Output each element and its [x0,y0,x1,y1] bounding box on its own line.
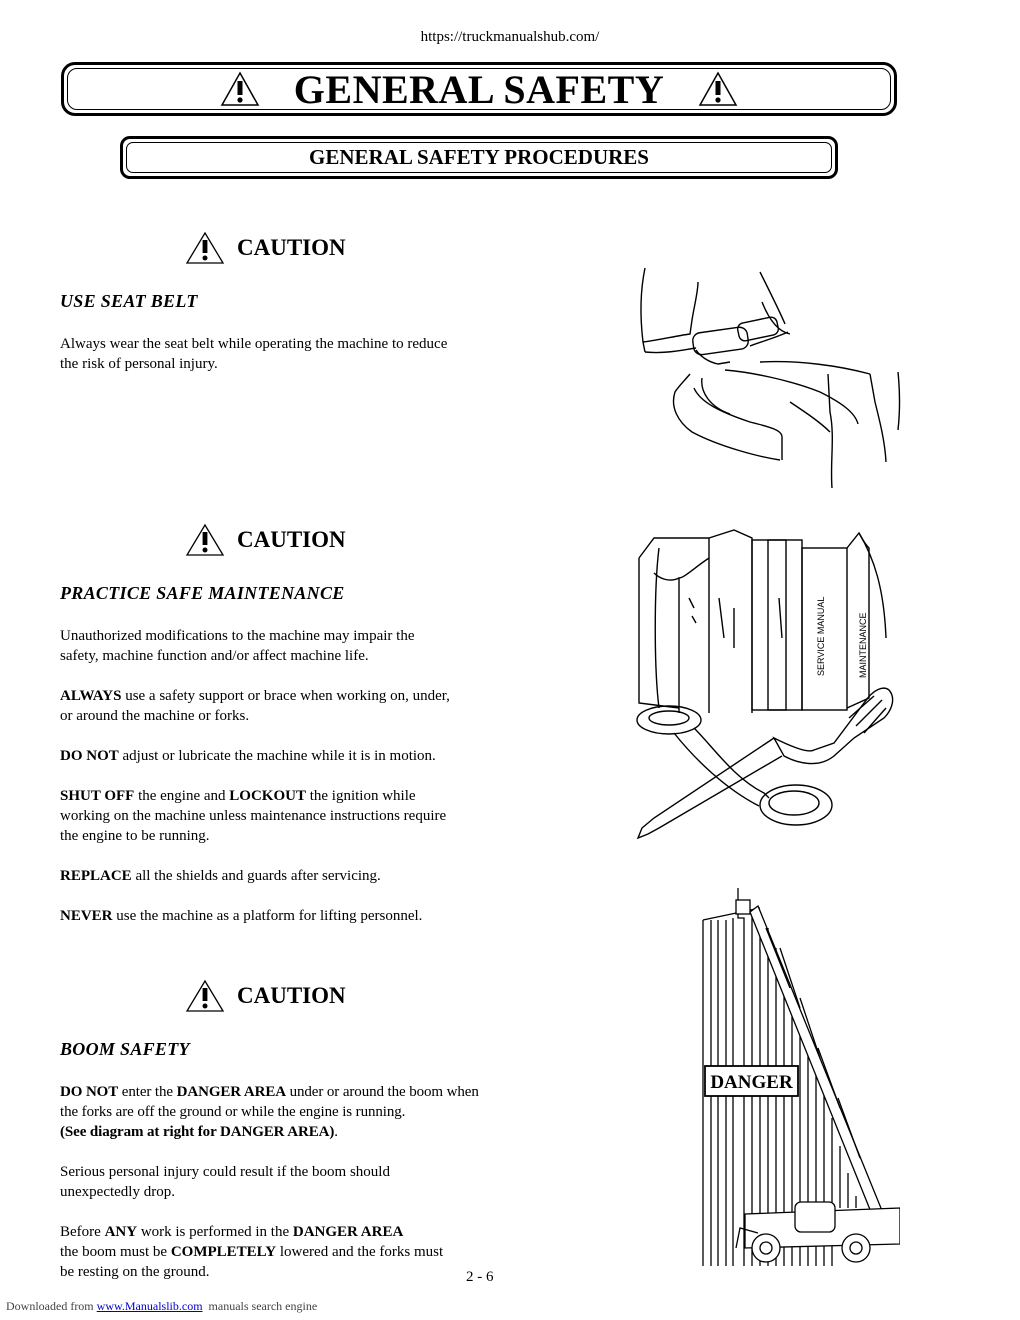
paragraph: NEVER use the machine as a platform for lifting personnel. [60,908,423,924]
paragraph: DO NOT adjust or lubricate the machine while it is in motion. [60,748,436,764]
warning-icon [698,71,738,107]
warning-icon [185,231,225,265]
manualslib-link[interactable]: www.Manualslib.com [96,1299,203,1313]
paragraph: REPLACE all the shields and guards after servicing. [60,868,381,884]
paragraph: Always wear the seat belt while operating the machine to reduce the risk of personal injury. [60,336,448,372]
danger-label: DANGER [710,1072,793,1093]
book-label: MAINTENANCE [858,612,868,678]
warning-icon [185,979,225,1013]
subtitle-banner [120,136,838,179]
book-label: SERVICE MANUAL [816,596,826,676]
page-number: 2 - 6 [466,1269,494,1285]
manuals-and-tools-illustration [634,528,902,840]
warning-icon [185,523,225,557]
paragraph: SHUT OFF the engine and LOCKOUT the ignition while working on the machine unless maintenance instructions require the engine to be running. [60,788,447,844]
page-subtitle: GENERAL SAFETY PROCEDURES [309,145,649,169]
paragraph: Before ANY work is performed in the DANGER AREA the boom must be COMPLETELY lowered and the forks must be resting on the ground. [60,1224,444,1280]
paragraph: Unauthorized modifications to the machine may impair the safety, machine function and/or affect machine life. [60,628,415,664]
caution-label: CAUTION [237,235,346,260]
paragraph: DO NOT enter the DANGER AREA under or around the boom when the forks are off the ground or while the engine is running. (See diagram at right for DANGER AREA). [60,1084,479,1140]
caution-header [185,979,346,1013]
download-footer: Downloaded from www.Manualslib.com manuals search engine [6,1299,318,1313]
section-heading: BOOM SAFETY [60,1039,190,1059]
paragraph: Serious personal injury could result if the boom should unexpectedly drop. [60,1164,390,1200]
caution-header [185,523,346,557]
seat-belt-illustration [630,262,905,490]
paragraph: ALWAYS use a safety support or brace when working on, under, or around the machine or forks. [60,688,450,724]
caution-label: CAUTION [237,983,346,1008]
section-heading: PRACTICE SAFE MAINTENANCE [60,583,345,603]
source-url: https://truckmanualshub.com/ [420,29,600,45]
page-title: GENERAL SAFETY [293,66,665,112]
caution-header [185,231,346,265]
warning-icon [220,71,260,107]
caution-label: CAUTION [237,527,346,552]
boom-danger-area-illustration [700,888,900,1268]
main-title-banner [61,62,897,116]
section-heading: USE SEAT BELT [60,291,198,311]
